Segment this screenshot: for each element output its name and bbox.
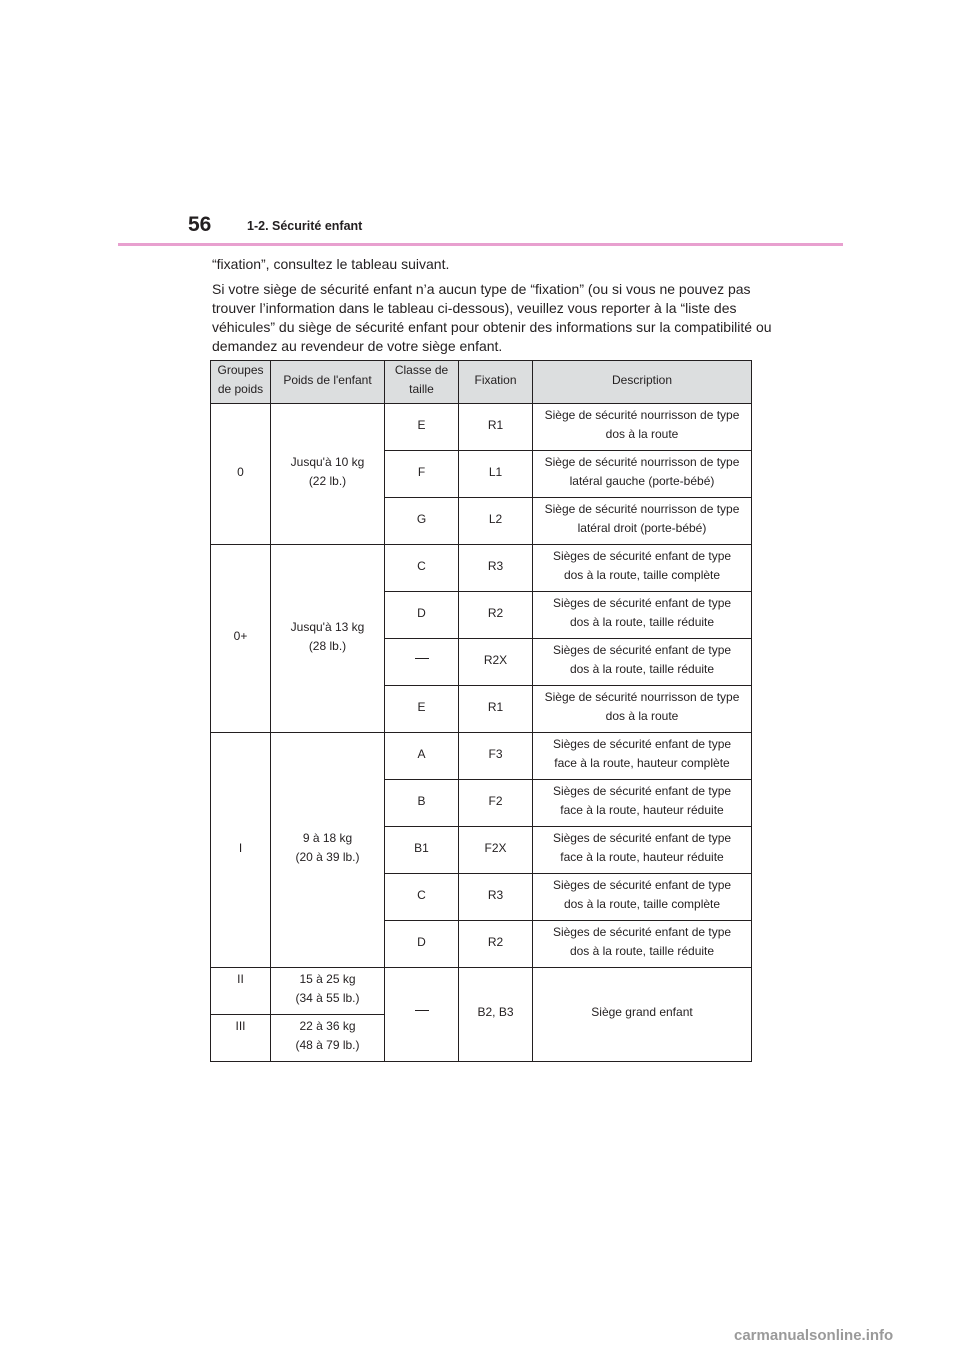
description-cell: Sièges de sécurité enfant de type dos à la route, taille complète xyxy=(533,545,752,592)
size-class-cell: G xyxy=(385,498,459,545)
description-cell: Siège de sécurité nourrisson de type latéral gauche (porte-bébé) xyxy=(533,451,752,498)
dash-mark xyxy=(415,1010,429,1011)
group-cell: III xyxy=(211,1015,271,1062)
fixation-cell: R2 xyxy=(459,592,533,639)
fixation-cell: F3 xyxy=(459,733,533,780)
group-cell: 0+ xyxy=(211,545,271,733)
description-cell: Siège de sécurité nourrisson de type dos à la route xyxy=(533,686,752,733)
group-cell: II xyxy=(211,968,271,1015)
description-cell: Sièges de sécurité enfant de type face à la route, hauteur réduite xyxy=(533,780,752,827)
size-class-cell-empty xyxy=(385,639,459,686)
size-class-cell: F xyxy=(385,451,459,498)
fixation-cell: R3 xyxy=(459,874,533,921)
description-cell: Sièges de sécurité enfant de type dos à la route, taille complète xyxy=(533,874,752,921)
description-cell: Sièges de sécurité enfant de type face à la route, hauteur réduite xyxy=(533,827,752,874)
weight-cell: 9 à 18 kg (20 à 39 lb.) xyxy=(271,733,385,968)
description-cell: Siège de sécurité nourrisson de type latéral droit (porte-bébé) xyxy=(533,498,752,545)
size-class-cell: C xyxy=(385,874,459,921)
table-row xyxy=(211,545,752,592)
intro-paragraph-2: Si votre siège de sécurité enfant n’a aucun type de “fixation” (ou si vous ne pouvez pas trouver l’information dans le tableau ci-dessous), veuillez vous reporter à la “liste des véhicules” du siège de sécurité enfant pour obtenir des informations sur la compatibilité ou demandez au revendeur de votre siège enfant. xyxy=(212,281,772,354)
description-cell: Sièges de sécurité enfant de type dos à la route, taille réduite xyxy=(533,639,752,686)
table-row xyxy=(211,404,752,451)
group-cell: I xyxy=(211,733,271,968)
child-seat-fixation-table xyxy=(210,360,752,1062)
table-row xyxy=(211,733,752,780)
size-class-cell: B xyxy=(385,780,459,827)
size-class-cell: E xyxy=(385,404,459,451)
table-header-row xyxy=(211,361,752,404)
dash-mark xyxy=(415,658,429,659)
size-class-cell: D xyxy=(385,921,459,968)
intro-text xyxy=(212,255,772,362)
fixation-cell: F2 xyxy=(459,780,533,827)
table-row xyxy=(211,968,752,1015)
description-cell: Siège grand enfant xyxy=(533,968,752,1062)
header-size-class: Classe de taille xyxy=(385,361,459,404)
size-class-cell: B1 xyxy=(385,827,459,874)
intro-paragraph-1: “fixation”, consultez le tableau suivant. xyxy=(212,256,450,272)
header-description: Description xyxy=(533,361,752,404)
fixation-cell: B2, B3 xyxy=(459,968,533,1062)
fixation-cell: R2X xyxy=(459,639,533,686)
header-child-weight: Poids de l'enfant xyxy=(271,361,385,404)
size-class-cell: C xyxy=(385,545,459,592)
description-cell: Sièges de sécurité enfant de type face à la route, hauteur complète xyxy=(533,733,752,780)
header-divider xyxy=(118,243,843,246)
size-class-cell: D xyxy=(385,592,459,639)
page-number: 56 xyxy=(188,213,212,236)
size-class-cell-empty xyxy=(385,968,459,1062)
description-cell: Sièges de sécurité enfant de type dos à la route, taille réduite xyxy=(533,592,752,639)
weight-cell: Jusqu'à 10 kg (22 lb.) xyxy=(271,404,385,545)
fixation-cell: R1 xyxy=(459,404,533,451)
header-weight-group: Groupes de poids xyxy=(211,361,271,404)
weight-cell: 22 à 36 kg (48 à 79 lb.) xyxy=(271,1015,385,1062)
weight-cell: Jusqu'à 13 kg (28 lb.) xyxy=(271,545,385,733)
section-title: 1-2. Sécurité enfant xyxy=(247,219,363,233)
fixation-cell: L1 xyxy=(459,451,533,498)
weight-cell: 15 à 25 kg (34 à 55 lb.) xyxy=(271,968,385,1015)
description-cell: Siège de sécurité nourrisson de type dos à la route xyxy=(533,404,752,451)
fixation-cell: R2 xyxy=(459,921,533,968)
fixation-cell: F2X xyxy=(459,827,533,874)
description-cell: Sièges de sécurité enfant de type dos à la route, taille réduite xyxy=(533,921,752,968)
group-cell: 0 xyxy=(211,404,271,545)
header-fixation: Fixation xyxy=(459,361,533,404)
watermark: carmanualsonline.info xyxy=(734,1327,894,1344)
fixation-cell: R1 xyxy=(459,686,533,733)
size-class-cell: E xyxy=(385,686,459,733)
fixation-cell: L2 xyxy=(459,498,533,545)
size-class-cell: A xyxy=(385,733,459,780)
fixation-cell: R3 xyxy=(459,545,533,592)
